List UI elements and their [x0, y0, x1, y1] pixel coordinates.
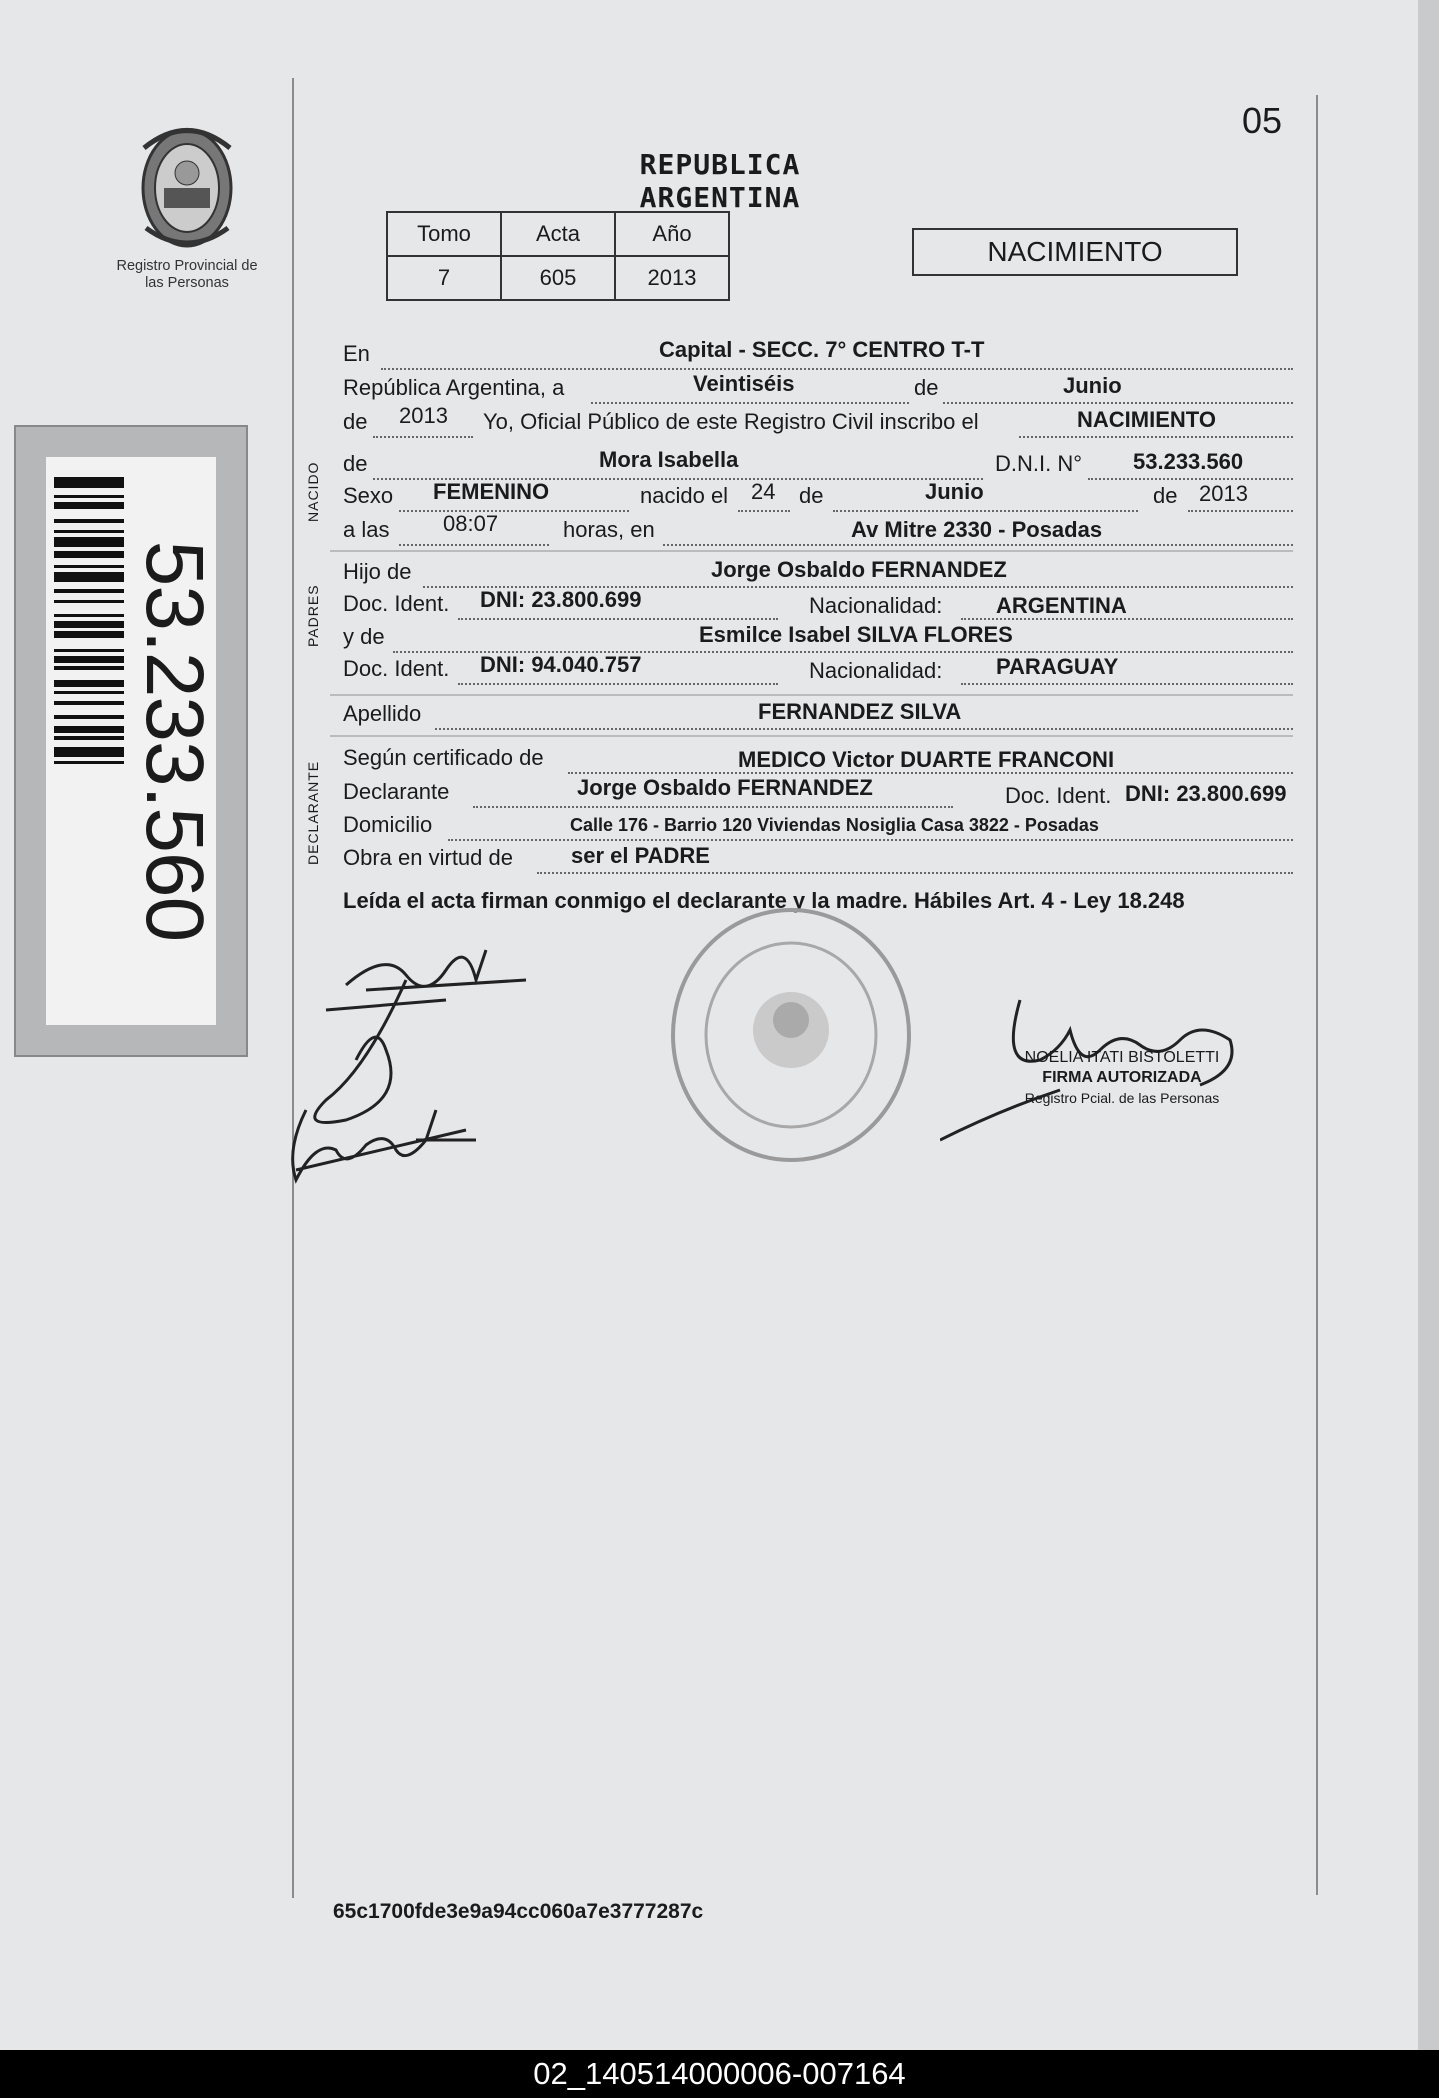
page-edge [1418, 0, 1439, 2050]
barcode-card [14, 425, 248, 1057]
document-hash: 65c1700fde3e9a94cc060a7e3777287c [333, 1900, 704, 1923]
section-divider [330, 735, 1293, 737]
label-nacionalidad: Nacionalidad: [809, 658, 943, 683]
closing-statement: Leída el acta firman conmigo el declarante y la madre. Hábiles Art. 4 - Ley 18.248 [343, 888, 1185, 913]
stamp-role: FIRMA AUTORIZADA [1042, 1069, 1202, 1086]
authorized-stamp [992, 1048, 1252, 1108]
value-madre-nacionalidad: PARAGUAY [996, 654, 1119, 679]
stamp-registry: Registro Pcial. de las Personas [1024, 1090, 1220, 1106]
label-sexo: Sexo [343, 483, 394, 508]
label-republica: República Argentina, a [343, 375, 565, 400]
label-declarante: Declarante [343, 779, 450, 804]
row-apellido [343, 698, 1293, 730]
value-madre-doc: DNI: 94.040.757 [480, 652, 642, 677]
row-obra [343, 842, 1293, 874]
value-anio-nacimiento: 2013 [1199, 481, 1248, 506]
signature-madre [286, 1090, 486, 1200]
value-declarante-doc: DNI: 23.800.699 [1125, 781, 1287, 806]
document-title: REPUBLICA ARGENTINA [639, 148, 801, 214]
section-label-padres: PADRES [305, 584, 321, 647]
label-y-de: y de [343, 624, 385, 649]
value-padre-nacionalidad: ARGENTINA [996, 593, 1127, 618]
table-header: Año [615, 212, 729, 256]
table-header: Tomo [387, 212, 501, 256]
label-en: En [343, 341, 370, 366]
value-dia-texto: Veintiséis [693, 371, 795, 396]
value-anio: 2013 [399, 403, 448, 428]
label-de: de [914, 375, 939, 400]
label-domicilio: Domicilio [343, 812, 433, 837]
value-dia-nacimiento: 24 [751, 479, 776, 504]
label-decl-doc: Doc. Ident. [1005, 783, 1112, 808]
label-doc-ident: Doc. Ident. [343, 591, 450, 616]
row-madre-doc [343, 653, 1293, 685]
value-domicilio: Calle 176 - Barrio 120 Viviendas Nosiglia Casa 3822 - Posadas [570, 815, 1099, 835]
value-sexo: FEMENINO [433, 479, 550, 504]
section-label-declarante: DECLARANTE [305, 760, 321, 865]
province-seal-icon [132, 118, 242, 258]
value-certificado: MEDICO Victor DUARTE FRANCONI [738, 747, 1115, 772]
stamp-name: NOELIA ITATI BISTOLETTI [1024, 1049, 1220, 1066]
value-inscripcion: NACIMIENTO [1077, 407, 1216, 432]
label-nacionalidad: Nacionalidad: [809, 593, 943, 618]
logo-caption: Registro Provincial de las Personas [116, 258, 258, 291]
value-hora: 08:07 [443, 511, 499, 536]
label-horas-en: horas, en [563, 517, 655, 542]
value-nombre: Mora Isabella [599, 447, 739, 472]
table-cell: 2013 [615, 256, 729, 300]
barcode-number: 53.233.560 [129, 540, 220, 942]
table-cell: 605 [501, 256, 615, 300]
value-obra: ser el PADRE [571, 843, 710, 868]
label-a-las: a las [343, 517, 390, 542]
label-de-anio: de [1153, 483, 1178, 508]
label-dni: D.N.I. N° [995, 451, 1083, 476]
text-yo-oficial: Yo, Oficial Público de este Registro Civil inscribo el [483, 409, 979, 434]
row-declarante [343, 776, 1293, 808]
table-header: Acta [501, 212, 615, 256]
row-domicilio [343, 809, 1293, 841]
label-anio-de: de [343, 409, 368, 434]
barcode-bars [54, 477, 124, 1005]
section-divider [330, 550, 1293, 552]
right-margin-line [1316, 95, 1318, 1895]
table-cell: 7 [387, 256, 501, 300]
value-dni: 53.233.560 [1133, 449, 1244, 474]
label-de-mes: de [799, 483, 824, 508]
value-apellido: FERNANDEZ SILVA [758, 699, 962, 724]
registry-logo [112, 118, 262, 298]
row-republica [343, 372, 1293, 404]
label-obra: Obra en virtud de [343, 845, 513, 870]
row-certificado [343, 742, 1293, 774]
row-padre-doc [343, 588, 1293, 620]
value-lugar-registro: Capital - SECC. 7° CENTRO T-T [659, 337, 985, 362]
value-padre: Jorge Osbaldo FERNANDEZ [711, 557, 1007, 582]
value-mes-nacimiento: Junio [925, 479, 984, 504]
footer-id-bar: 02_140514000006-007164 [0, 2050, 1439, 2098]
record-type-box: NACIMIENTO [912, 228, 1238, 276]
value-declarante: Jorge Osbaldo FERNANDEZ [577, 775, 873, 800]
record-table [386, 211, 730, 301]
label-de-nombre: de [343, 451, 368, 476]
label-certificado: Según certificado de [343, 745, 544, 770]
value-lugar-nacimiento: Av Mitre 2330 - Posadas [851, 517, 1103, 542]
value-mes: Junio [1063, 373, 1122, 398]
label-nacido-el: nacido el [640, 483, 729, 508]
official-seal-stamp [666, 905, 916, 1165]
row-en [343, 338, 1293, 370]
page-number: 05 [1242, 100, 1283, 141]
row-anio [343, 403, 1293, 438]
value-madre: Esmilce Isabel SILVA FLORES [699, 622, 1013, 647]
label-hijo-de: Hijo de [343, 559, 412, 584]
section-label-nacido: NACIDO [305, 461, 321, 522]
value-padre-doc: DNI: 23.800.699 [480, 587, 642, 612]
label-apellido: Apellido [343, 701, 422, 726]
row-hora [343, 511, 1293, 546]
label-doc-ident: Doc. Ident. [343, 656, 450, 681]
